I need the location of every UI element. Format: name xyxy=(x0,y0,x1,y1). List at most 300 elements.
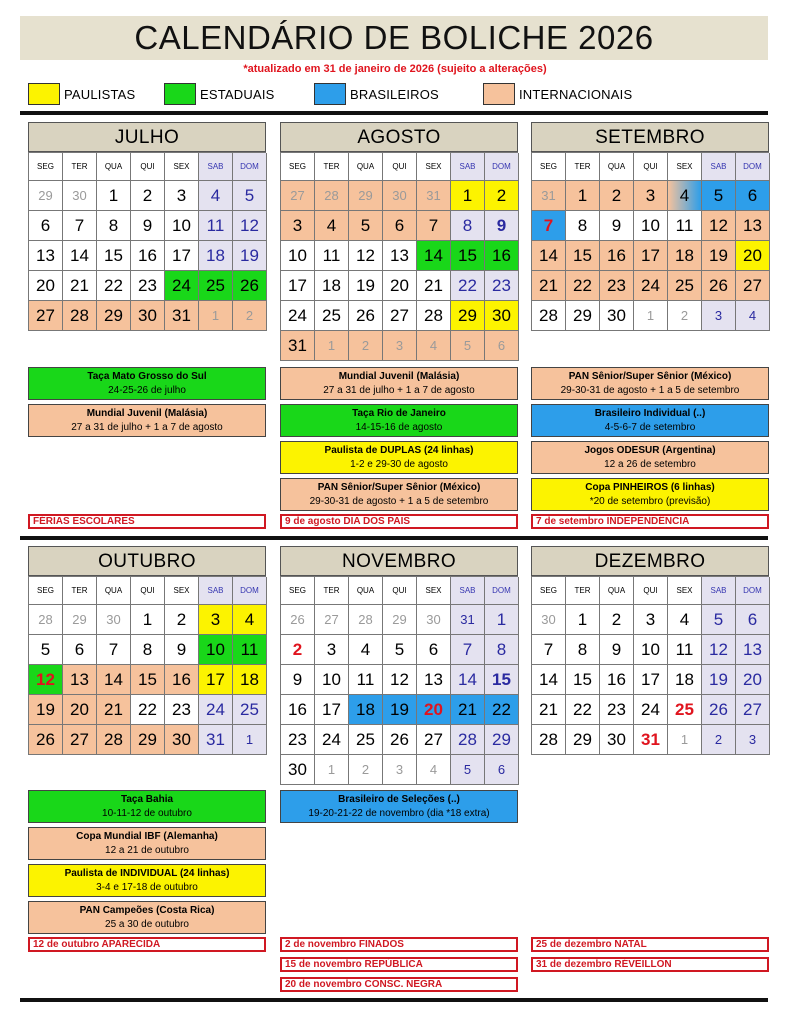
day-cell[interactable]: 13 xyxy=(383,241,417,271)
day-cell[interactable]: 3 xyxy=(702,301,736,331)
day-cell[interactable]: 18 xyxy=(233,665,267,695)
day-cell[interactable]: 7 xyxy=(451,635,485,665)
day-cell[interactable]: 9 xyxy=(281,665,315,695)
day-cell[interactable]: 2 xyxy=(165,605,199,635)
weekday-header: DOM xyxy=(736,153,770,181)
day-cell[interactable]: 14 xyxy=(97,665,131,695)
day-cell[interactable]: 29 xyxy=(97,301,131,331)
day-cell[interactable]: 8 xyxy=(566,635,600,665)
holiday-note: FÉRIAS ESCOLARES xyxy=(28,514,266,529)
day-cell[interactable]: 27 xyxy=(736,695,770,725)
day-cell[interactable]: 26 xyxy=(383,725,417,755)
holiday-note: 2 de novembro FINADOS xyxy=(280,937,518,952)
day-cell[interactable]: 23 xyxy=(131,271,165,301)
day-cell[interactable]: 30 xyxy=(131,301,165,331)
day-cell[interactable]: 23 xyxy=(600,695,634,725)
day-cell[interactable]: 11 xyxy=(199,211,233,241)
day-cell[interactable]: 8 xyxy=(131,635,165,665)
day-cell[interactable]: 3 xyxy=(634,181,668,211)
day-cell[interactable]: 16 xyxy=(485,241,519,271)
day-cell[interactable]: 28 xyxy=(29,605,63,635)
day-cell[interactable]: 3 xyxy=(165,181,199,211)
day-cell[interactable]: 11 xyxy=(315,241,349,271)
legend-label: BRASILEIROS xyxy=(350,86,439,102)
day-cell[interactable]: 29 xyxy=(566,301,600,331)
day-cell[interactable]: 2 xyxy=(600,605,634,635)
weekday-header: SEG xyxy=(532,153,566,181)
day-cell[interactable]: 26 xyxy=(281,605,315,635)
holiday-note: 7 de setembro INDEPENDÊNCIA xyxy=(531,514,769,529)
day-cell[interactable]: 10 xyxy=(199,635,233,665)
weekday-header: TER xyxy=(315,577,349,605)
day-cell[interactable]: 26 xyxy=(349,301,383,331)
event-title: PAN Campeões (Costa Rica) xyxy=(79,905,215,916)
day-cell[interactable]: 11 xyxy=(349,665,383,695)
day-cell[interactable]: 17 xyxy=(634,665,668,695)
day-cell[interactable]: 18 xyxy=(315,271,349,301)
day-cell[interactable]: 1 xyxy=(485,605,519,635)
day-cell[interactable]: 11 xyxy=(233,635,267,665)
weekday-header: SEX xyxy=(417,577,451,605)
day-cell[interactable]: 12 xyxy=(233,211,267,241)
day-cell[interactable]: 21 xyxy=(63,271,97,301)
day-cell[interactable]: 22 xyxy=(97,271,131,301)
day-cell[interactable]: 3 xyxy=(199,605,233,635)
day-cell[interactable]: 20 xyxy=(736,241,770,271)
legend-swatch xyxy=(314,83,346,105)
day-cell[interactable]: 11 xyxy=(668,635,702,665)
month-grid xyxy=(531,152,769,331)
day-cell[interactable]: 5 xyxy=(451,755,485,785)
day-cell[interactable]: 1 xyxy=(199,301,233,331)
day-cell[interactable]: 31 xyxy=(165,301,199,331)
legend-label: ESTADUAIS xyxy=(200,86,275,102)
day-cell[interactable]: 14 xyxy=(451,665,485,695)
day-cell[interactable]: 5 xyxy=(29,635,63,665)
day-cell[interactable]: 30 xyxy=(600,725,634,755)
month-grid xyxy=(280,576,518,785)
day-cell[interactable]: 27 xyxy=(417,725,451,755)
day-cell[interactable]: 25 xyxy=(668,695,702,725)
day-cell[interactable]: 5 xyxy=(383,635,417,665)
day-cell[interactable]: 1 xyxy=(566,181,600,211)
day-cell[interactable]: 25 xyxy=(199,271,233,301)
day-cell[interactable]: 15 xyxy=(451,241,485,271)
day-cell[interactable]: 22 xyxy=(131,695,165,725)
day-cell[interactable]: 4 xyxy=(349,635,383,665)
day-cell[interactable]: 24 xyxy=(199,695,233,725)
day-cell[interactable]: 6 xyxy=(29,211,63,241)
day-cell[interactable]: 30 xyxy=(63,181,97,211)
weekday-header: QUA xyxy=(600,577,634,605)
month-title: OUTUBRO xyxy=(28,546,266,576)
day-cell[interactable]: 12 xyxy=(29,665,63,695)
day-cell[interactable]: 24 xyxy=(315,725,349,755)
day-cell[interactable]: 31 xyxy=(199,725,233,755)
weekday-header: QUA xyxy=(97,153,131,181)
day-cell[interactable]: 19 xyxy=(233,241,267,271)
day-cell[interactable]: 1 xyxy=(97,181,131,211)
day-cell[interactable]: 21 xyxy=(532,271,566,301)
day-cell[interactable]: 7 xyxy=(532,211,566,241)
weekday-header: SEX xyxy=(165,153,199,181)
day-cell[interactable]: 6 xyxy=(736,181,770,211)
day-cell[interactable]: 12 xyxy=(702,635,736,665)
day-cell[interactable]: 20 xyxy=(417,695,451,725)
day-cell[interactable]: 1 xyxy=(315,755,349,785)
weekday-header: SAB xyxy=(702,153,736,181)
day-cell[interactable]: 4 xyxy=(668,181,702,211)
day-cell[interactable]: 12 xyxy=(349,241,383,271)
day-cell[interactable]: 25 xyxy=(668,271,702,301)
day-cell[interactable]: 16 xyxy=(600,665,634,695)
day-cell[interactable]: 2 xyxy=(702,725,736,755)
day-cell[interactable]: 21 xyxy=(532,695,566,725)
day-cell[interactable]: 14 xyxy=(63,241,97,271)
day-cell[interactable]: 20 xyxy=(63,695,97,725)
legend-item xyxy=(28,84,135,104)
event-card xyxy=(280,478,518,511)
day-cell[interactable]: 31 xyxy=(281,331,315,361)
day-cell[interactable]: 6 xyxy=(383,211,417,241)
event-card xyxy=(280,441,518,474)
day-cell[interactable]: 17 xyxy=(165,241,199,271)
day-cell[interactable]: 13 xyxy=(63,665,97,695)
event-card xyxy=(280,790,518,823)
event-dates: 10-11-12 de outubro xyxy=(102,808,192,819)
day-cell[interactable]: 30 xyxy=(485,301,519,331)
day-cell[interactable]: 7 xyxy=(97,635,131,665)
event-dates: 25 a 30 de outubro xyxy=(105,919,189,930)
day-cell[interactable]: 24 xyxy=(165,271,199,301)
event-card xyxy=(28,790,266,823)
day-cell[interactable]: 30 xyxy=(281,755,315,785)
day-cell[interactable]: 30 xyxy=(165,725,199,755)
holiday-note: 20 de novembro CONSC. NEGRA xyxy=(280,977,518,992)
day-cell[interactable]: 28 xyxy=(417,301,451,331)
event-dates: 27 a 31 de julho + 1 a 7 de agosto xyxy=(323,385,475,396)
day-cell[interactable]: 2 xyxy=(281,635,315,665)
month-agosto xyxy=(280,122,518,361)
event-card xyxy=(28,864,266,897)
day-cell[interactable]: 25 xyxy=(349,725,383,755)
day-cell[interactable]: 10 xyxy=(315,665,349,695)
day-cell[interactable]: 31 xyxy=(451,605,485,635)
day-cell[interactable]: 27 xyxy=(281,181,315,211)
weekday-header: QUI xyxy=(634,577,668,605)
day-cell[interactable]: 9 xyxy=(131,211,165,241)
day-cell[interactable]: 2 xyxy=(600,181,634,211)
day-cell[interactable]: 4 xyxy=(417,331,451,361)
day-cell[interactable]: 20 xyxy=(29,271,63,301)
day-cell[interactable]: 30 xyxy=(417,605,451,635)
day-cell[interactable]: 3 xyxy=(736,725,770,755)
day-cell[interactable]: 22 xyxy=(566,271,600,301)
day-cell[interactable]: 20 xyxy=(383,271,417,301)
day-cell[interactable]: 5 xyxy=(349,211,383,241)
weekday-header: DOM xyxy=(233,577,267,605)
day-cell[interactable]: 15 xyxy=(131,665,165,695)
day-cell[interactable]: 19 xyxy=(349,271,383,301)
day-cell[interactable]: 17 xyxy=(634,241,668,271)
day-cell[interactable]: 28 xyxy=(532,301,566,331)
day-cell[interactable]: 29 xyxy=(485,725,519,755)
day-cell[interactable]: 29 xyxy=(29,181,63,211)
day-cell[interactable]: 1 xyxy=(668,725,702,755)
day-cell[interactable]: 26 xyxy=(702,695,736,725)
month-grid xyxy=(28,576,266,755)
day-cell[interactable]: 29 xyxy=(383,605,417,635)
weekday-header: QUI xyxy=(383,577,417,605)
weekday-header: SEG xyxy=(281,153,315,181)
event-card xyxy=(28,367,266,400)
day-cell[interactable]: 8 xyxy=(485,635,519,665)
day-cell[interactable]: 1 xyxy=(634,301,668,331)
weekday-header: DOM xyxy=(485,577,519,605)
day-cell[interactable]: 2 xyxy=(131,181,165,211)
day-cell[interactable]: 28 xyxy=(532,725,566,755)
day-cell[interactable]: 3 xyxy=(315,635,349,665)
day-cell[interactable]: 2 xyxy=(668,301,702,331)
day-cell[interactable]: 29 xyxy=(566,725,600,755)
day-cell[interactable]: 18 xyxy=(668,241,702,271)
day-cell[interactable]: 3 xyxy=(383,331,417,361)
day-cell[interactable]: 24 xyxy=(634,271,668,301)
month-title: DEZEMBRO xyxy=(531,546,769,576)
day-cell[interactable]: 4 xyxy=(668,605,702,635)
legend-swatch xyxy=(483,83,515,105)
day-cell[interactable]: 2 xyxy=(233,301,267,331)
day-cell[interactable]: 26 xyxy=(29,725,63,755)
weekday-header: QUI xyxy=(634,153,668,181)
day-cell[interactable]: 4 xyxy=(736,301,770,331)
day-cell[interactable]: 3 xyxy=(634,605,668,635)
day-cell[interactable]: 6 xyxy=(736,605,770,635)
day-cell[interactable]: 25 xyxy=(233,695,267,725)
day-cell[interactable]: 13 xyxy=(417,665,451,695)
day-cell[interactable]: 31 xyxy=(634,725,668,755)
legend-label: INTERNACIONAIS xyxy=(519,86,633,102)
day-cell[interactable]: 15 xyxy=(566,665,600,695)
day-cell[interactable]: 16 xyxy=(131,241,165,271)
event-title: Paulista de DUPLAS (24 linhas) xyxy=(324,445,474,456)
weekday-header: SAB xyxy=(199,153,233,181)
event-card xyxy=(28,404,266,437)
event-card xyxy=(280,367,518,400)
weekday-header: SEX xyxy=(668,153,702,181)
day-cell[interactable]: 4 xyxy=(315,211,349,241)
holiday-note: 15 de novembro REPÚBLICA xyxy=(280,957,518,972)
day-cell[interactable]: 16 xyxy=(600,241,634,271)
day-cell[interactable]: 4 xyxy=(233,605,267,635)
day-cell[interactable]: 9 xyxy=(600,635,634,665)
day-cell[interactable]: 21 xyxy=(417,271,451,301)
day-cell[interactable]: 1 xyxy=(233,725,267,755)
day-cell[interactable]: 30 xyxy=(383,181,417,211)
event-dates: 24-25-26 de julho xyxy=(108,385,186,396)
day-cell[interactable]: 9 xyxy=(485,211,519,241)
day-cell[interactable]: 17 xyxy=(315,695,349,725)
day-cell[interactable]: 24 xyxy=(281,301,315,331)
day-cell[interactable]: 27 xyxy=(315,605,349,635)
day-cell[interactable]: 22 xyxy=(485,695,519,725)
event-card xyxy=(28,901,266,934)
month-grid xyxy=(280,152,518,361)
page-title: CALENDÁRIO DE BOLICHE 2026 xyxy=(20,16,768,60)
day-cell[interactable]: 22 xyxy=(451,271,485,301)
day-cell[interactable]: 17 xyxy=(281,271,315,301)
day-cell[interactable]: 3 xyxy=(383,755,417,785)
day-cell[interactable]: 1 xyxy=(566,605,600,635)
day-cell[interactable]: 7 xyxy=(63,211,97,241)
day-cell[interactable]: 4 xyxy=(417,755,451,785)
day-cell[interactable]: 23 xyxy=(281,725,315,755)
day-cell[interactable]: 28 xyxy=(349,605,383,635)
day-cell[interactable]: 16 xyxy=(281,695,315,725)
month-dezembro xyxy=(531,546,769,755)
day-cell[interactable]: 27 xyxy=(736,271,770,301)
day-cell[interactable]: 18 xyxy=(349,695,383,725)
day-cell[interactable]: 19 xyxy=(29,695,63,725)
weekday-header: QUI xyxy=(131,153,165,181)
day-cell[interactable]: 5 xyxy=(702,605,736,635)
day-cell[interactable]: 28 xyxy=(451,725,485,755)
day-cell[interactable]: 10 xyxy=(634,635,668,665)
day-cell[interactable]: 10 xyxy=(634,211,668,241)
day-cell[interactable]: 31 xyxy=(417,181,451,211)
day-cell[interactable]: 30 xyxy=(532,605,566,635)
day-cell[interactable]: 14 xyxy=(417,241,451,271)
day-cell[interactable]: 6 xyxy=(63,635,97,665)
event-title: Brasileiro Individual (..) xyxy=(594,408,706,419)
day-cell[interactable]: 10 xyxy=(165,211,199,241)
day-cell[interactable]: 26 xyxy=(233,271,267,301)
day-cell[interactable]: 17 xyxy=(199,665,233,695)
day-cell[interactable]: 29 xyxy=(63,605,97,635)
day-cell[interactable]: 18 xyxy=(668,665,702,695)
day-cell[interactable]: 9 xyxy=(165,635,199,665)
month-title: NOVEMBRO xyxy=(280,546,518,576)
day-cell[interactable]: 8 xyxy=(451,211,485,241)
day-cell[interactable]: 2 xyxy=(485,181,519,211)
day-cell[interactable]: 6 xyxy=(485,755,519,785)
day-cell[interactable]: 29 xyxy=(451,301,485,331)
month-title: AGOSTO xyxy=(280,122,518,152)
day-cell[interactable]: 23 xyxy=(485,271,519,301)
day-cell[interactable]: 13 xyxy=(736,635,770,665)
event-dates: 19-20-21-22 de novembro (dia *18 extra) xyxy=(308,808,490,819)
day-cell[interactable]: 27 xyxy=(63,725,97,755)
day-cell[interactable]: 29 xyxy=(131,725,165,755)
update-note: *atualizado em 31 de janeiro de 2026 (sujeito a alterações) xyxy=(243,63,547,75)
day-cell[interactable]: 19 xyxy=(702,665,736,695)
day-cell[interactable]: 6 xyxy=(485,331,519,361)
day-cell[interactable]: 10 xyxy=(281,241,315,271)
weekday-header: SEG xyxy=(29,153,63,181)
day-cell[interactable]: 15 xyxy=(485,665,519,695)
day-cell[interactable]: 8 xyxy=(97,211,131,241)
day-cell[interactable]: 15 xyxy=(97,241,131,271)
event-dates: 27 a 31 de julho + 1 a 7 de agosto xyxy=(71,422,223,433)
day-cell[interactable]: 30 xyxy=(97,605,131,635)
day-cell[interactable]: 1 xyxy=(131,605,165,635)
legend-item xyxy=(483,84,632,104)
day-cell[interactable]: 7 xyxy=(532,635,566,665)
month-outubro xyxy=(28,546,266,755)
day-cell[interactable]: 14 xyxy=(532,665,566,695)
day-cell[interactable]: 5 xyxy=(451,331,485,361)
weekday-header: QUA xyxy=(349,577,383,605)
day-cell[interactable]: 2 xyxy=(349,331,383,361)
day-cell[interactable]: 1 xyxy=(451,181,485,211)
day-cell[interactable]: 28 xyxy=(63,301,97,331)
day-cell[interactable]: 4 xyxy=(199,181,233,211)
day-cell[interactable]: 25 xyxy=(315,301,349,331)
day-cell[interactable]: 18 xyxy=(199,241,233,271)
day-cell[interactable]: 7 xyxy=(417,211,451,241)
day-cell[interactable]: 26 xyxy=(702,271,736,301)
day-cell[interactable]: 28 xyxy=(97,725,131,755)
holiday-note: 12 de outubro APARECIDA xyxy=(28,937,266,952)
event-title: Mundial Juvenil (Malásia) xyxy=(86,408,208,419)
divider xyxy=(20,998,768,1002)
month-grid xyxy=(28,152,266,331)
day-cell[interactable]: 1 xyxy=(315,331,349,361)
day-cell[interactable]: 23 xyxy=(600,271,634,301)
day-cell[interactable]: 19 xyxy=(383,695,417,725)
weekday-header: QUI xyxy=(383,153,417,181)
event-title: PAN Sênior/Super Sênior (México) xyxy=(568,371,732,382)
event-card xyxy=(531,367,769,400)
day-cell[interactable]: 5 xyxy=(702,181,736,211)
weekday-header: SEG xyxy=(29,577,63,605)
day-cell[interactable]: 22 xyxy=(566,695,600,725)
day-cell[interactable]: 14 xyxy=(532,241,566,271)
day-cell[interactable]: 21 xyxy=(97,695,131,725)
day-cell[interactable]: 6 xyxy=(417,635,451,665)
day-cell[interactable]: 13 xyxy=(29,241,63,271)
day-cell[interactable]: 15 xyxy=(566,241,600,271)
holiday-note: 9 de agosto DIA DOS PAIS xyxy=(280,514,518,529)
day-cell[interactable]: 28 xyxy=(315,181,349,211)
event-title: Paulista de INDIVIDUAL (24 linhas) xyxy=(64,868,230,879)
day-cell[interactable]: 30 xyxy=(600,301,634,331)
day-cell[interactable]: 20 xyxy=(736,665,770,695)
event-card xyxy=(531,404,769,437)
day-cell[interactable]: 12 xyxy=(383,665,417,695)
event-card xyxy=(531,478,769,511)
event-title: Jogos ODESUR (Argentina) xyxy=(584,445,716,456)
day-cell[interactable]: 29 xyxy=(349,181,383,211)
day-cell[interactable]: 11 xyxy=(668,211,702,241)
day-cell[interactable]: 27 xyxy=(383,301,417,331)
day-cell[interactable]: 9 xyxy=(600,211,634,241)
day-cell[interactable]: 21 xyxy=(451,695,485,725)
day-cell[interactable]: 31 xyxy=(532,181,566,211)
day-cell[interactable]: 8 xyxy=(566,211,600,241)
day-cell[interactable]: 23 xyxy=(165,695,199,725)
day-cell[interactable]: 5 xyxy=(233,181,267,211)
day-cell[interactable]: 27 xyxy=(29,301,63,331)
day-cell[interactable]: 3 xyxy=(281,211,315,241)
day-cell[interactable]: 16 xyxy=(165,665,199,695)
day-cell[interactable]: 13 xyxy=(736,211,770,241)
weekday-header: SEX xyxy=(668,577,702,605)
day-cell[interactable]: 24 xyxy=(634,695,668,725)
day-cell[interactable]: 19 xyxy=(702,241,736,271)
day-cell[interactable]: 12 xyxy=(702,211,736,241)
day-cell[interactable]: 2 xyxy=(349,755,383,785)
